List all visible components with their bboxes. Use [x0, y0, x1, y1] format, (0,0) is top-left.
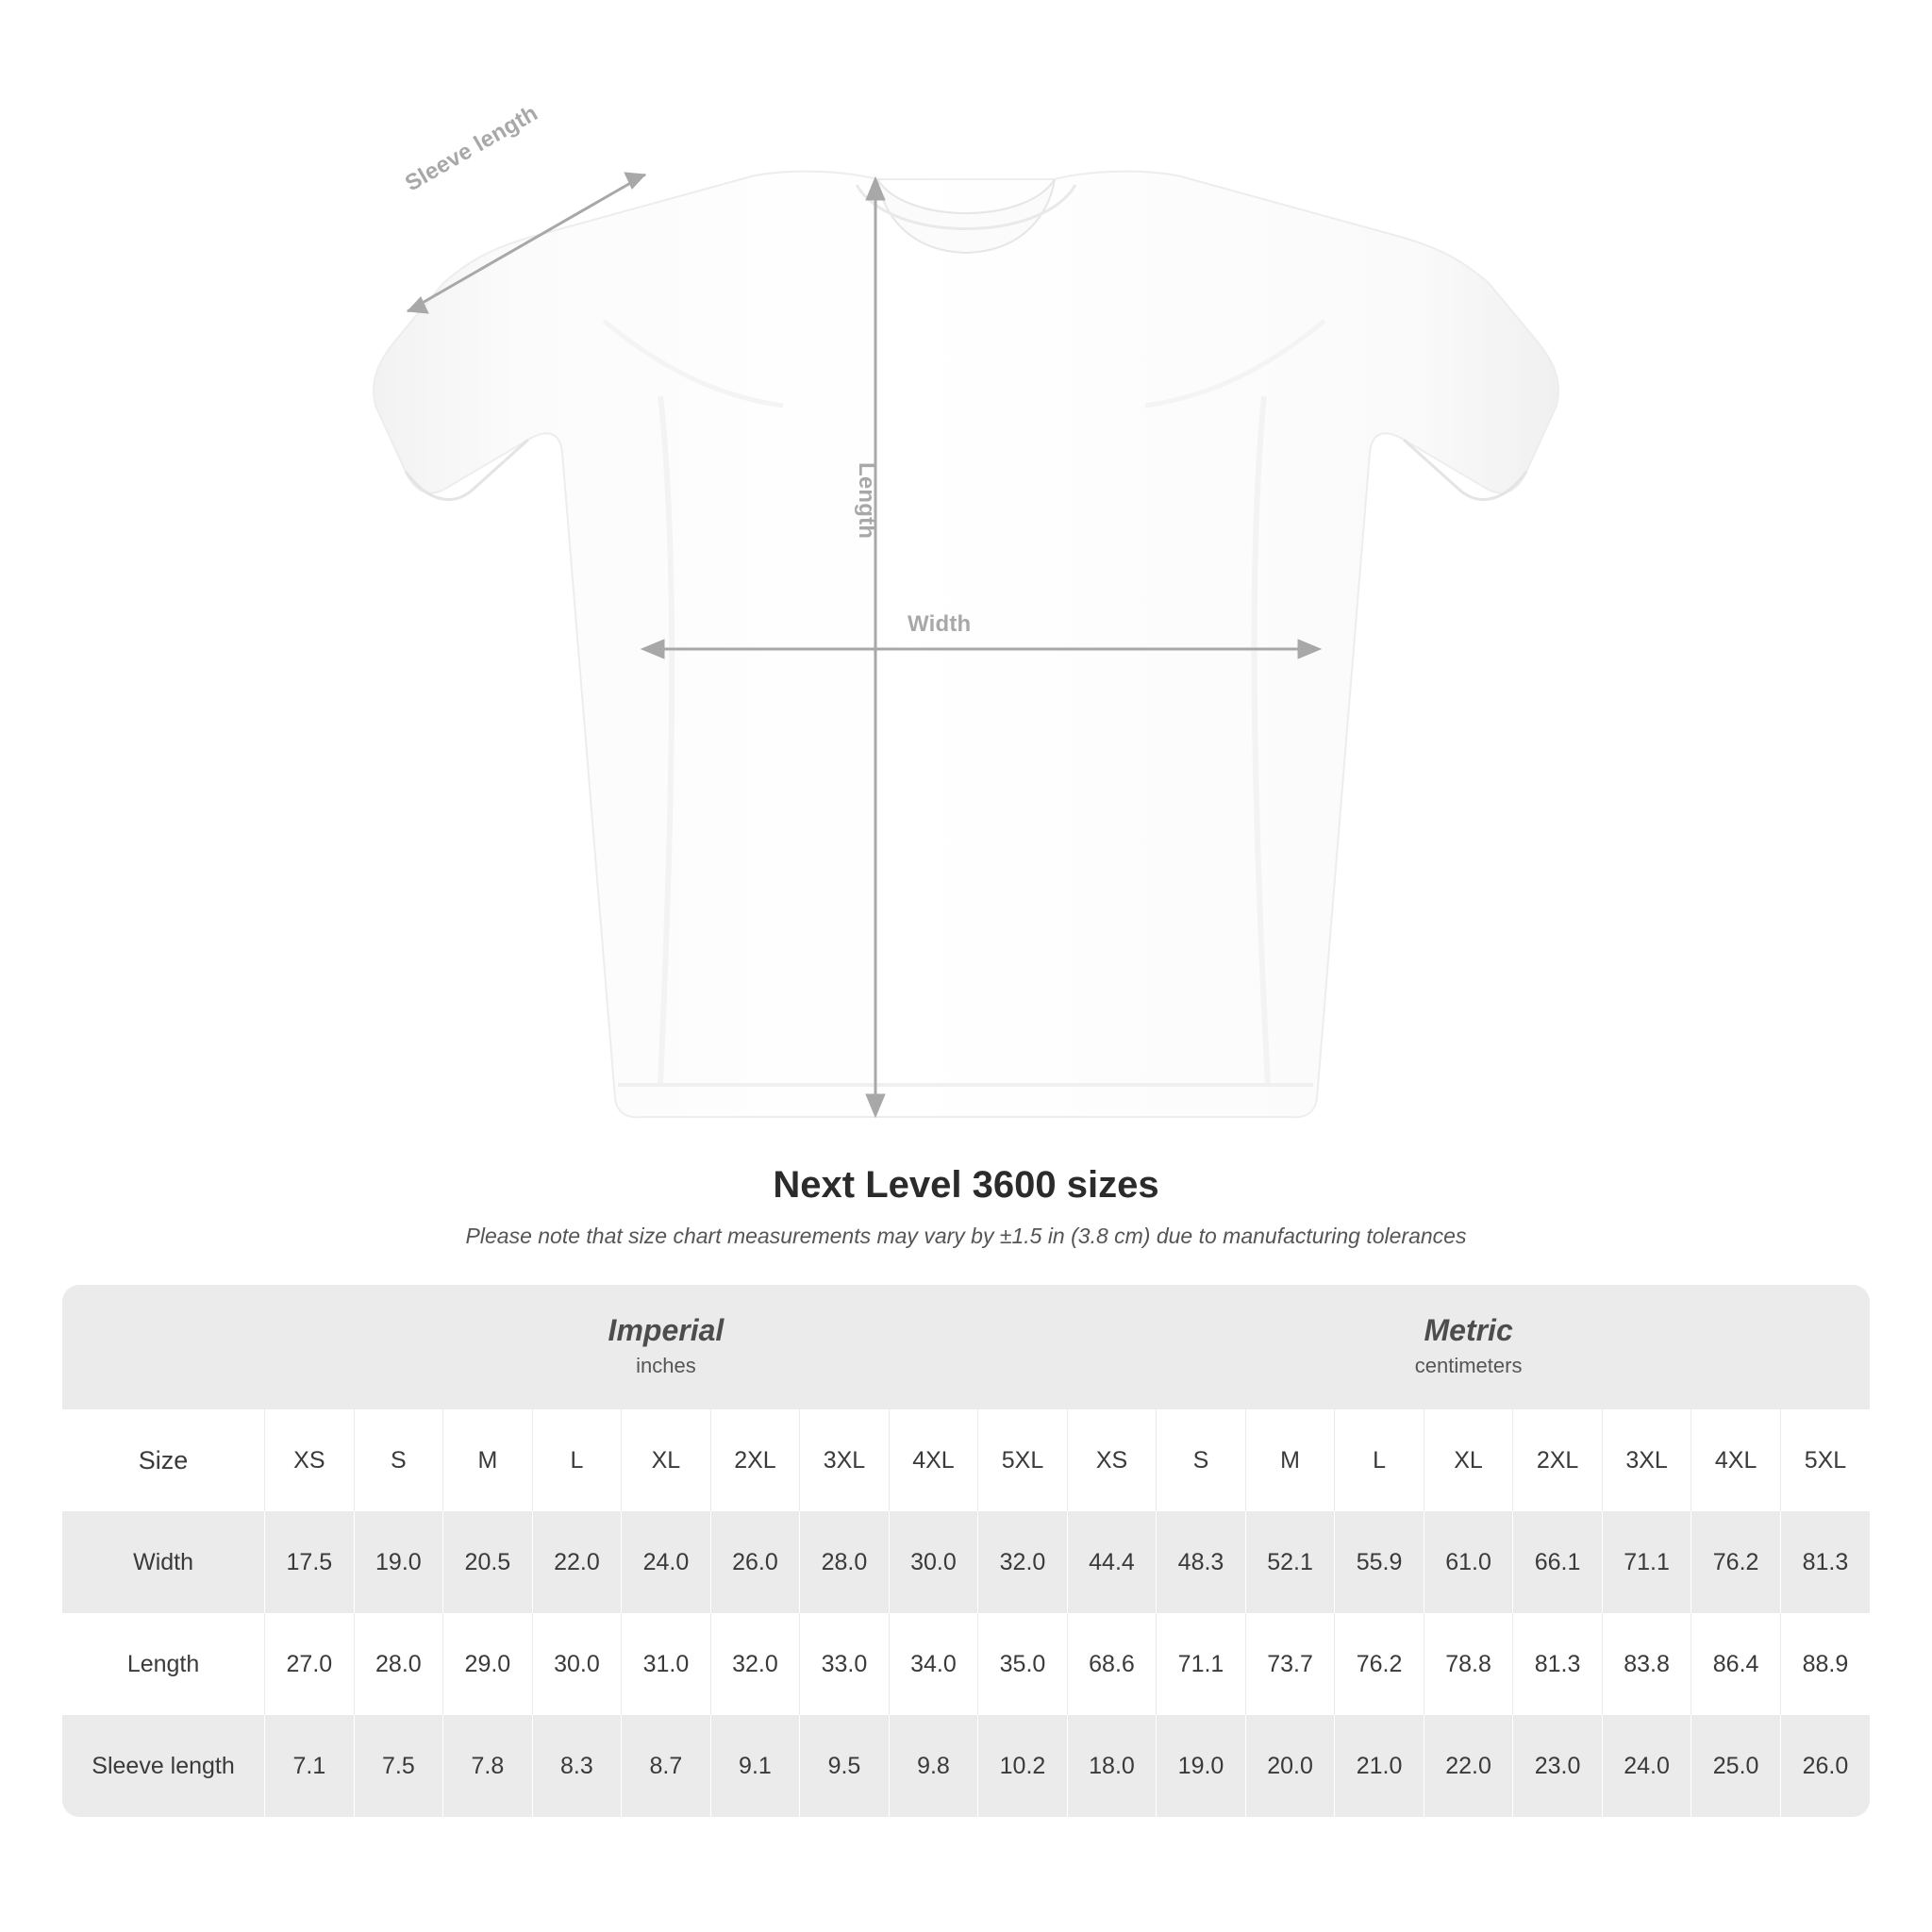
cell-width-metric-xs: 44.4 [1067, 1511, 1157, 1613]
cell-sleeve-imperial-5xl: 10.2 [978, 1715, 1068, 1817]
cell-length-metric-l: 76.2 [1335, 1613, 1424, 1715]
cell-width-imperial-xl: 24.0 [622, 1511, 711, 1613]
row-label-sleeve-length: Sleeve length [62, 1715, 265, 1817]
cell-length-imperial-3xl: 33.0 [800, 1613, 890, 1715]
title-block [0, 1164, 1932, 1249]
unit-sub-imperial: inches [636, 1353, 696, 1377]
size-header-imperial-5xl: 5XL [978, 1409, 1068, 1511]
cell-length-metric-m: 73.7 [1245, 1613, 1335, 1715]
cell-sleeve-metric-l: 21.0 [1335, 1715, 1424, 1817]
cell-width-metric-5xl: 81.3 [1780, 1511, 1870, 1613]
cell-width-imperial-l: 22.0 [532, 1511, 622, 1613]
size-header-imperial-s: S [354, 1409, 443, 1511]
cell-sleeve-metric-4xl: 25.0 [1691, 1715, 1781, 1817]
cell-width-metric-m: 52.1 [1245, 1511, 1335, 1613]
size-header-imperial-2xl: 2XL [710, 1409, 800, 1511]
cell-length-imperial-4xl: 34.0 [889, 1613, 978, 1715]
cell-sleeve-metric-m: 20.0 [1245, 1715, 1335, 1817]
unit-name-metric: Metric [1424, 1313, 1513, 1348]
size-header-imperial-m: M [443, 1409, 533, 1511]
cell-width-metric-4xl: 76.2 [1691, 1511, 1781, 1613]
cell-sleeve-imperial-s: 7.5 [354, 1715, 443, 1817]
cell-sleeve-imperial-l: 8.3 [532, 1715, 622, 1817]
width-label: Width [908, 611, 972, 637]
size-header-metric-m: M [1245, 1409, 1335, 1511]
cell-width-metric-2xl: 66.1 [1513, 1511, 1603, 1613]
page-subtitle: Please note that size chart measurements may vary by ±1.5 in (3.8 cm) due to manufacturing tolerances [465, 1224, 1467, 1248]
size-table-wrapper [62, 1285, 1870, 1817]
cell-sleeve-metric-3xl: 24.0 [1602, 1715, 1691, 1817]
unit-header-imperial [265, 1285, 1068, 1409]
cell-length-metric-4xl: 86.4 [1691, 1613, 1781, 1715]
unit-header-row [62, 1285, 1870, 1409]
cell-length-imperial-xs: 27.0 [265, 1613, 355, 1715]
size-header-metric-l: L [1335, 1409, 1424, 1511]
length-label: Length [854, 462, 879, 540]
size-header-metric-4xl: 4XL [1691, 1409, 1781, 1511]
cell-length-metric-xs: 68.6 [1067, 1613, 1157, 1715]
cell-width-imperial-4xl: 30.0 [889, 1511, 978, 1613]
size-header-imperial-xl: XL [622, 1409, 711, 1511]
cell-sleeve-metric-5xl: 26.0 [1780, 1715, 1870, 1817]
cell-length-imperial-m: 29.0 [443, 1613, 533, 1715]
table-row-sleeve-length [62, 1715, 1870, 1817]
cell-sleeve-imperial-xs: 7.1 [265, 1715, 355, 1817]
cell-length-metric-xl: 78.8 [1424, 1613, 1513, 1715]
cell-sleeve-metric-2xl: 23.0 [1513, 1715, 1603, 1817]
cell-length-metric-5xl: 88.9 [1780, 1613, 1870, 1715]
cell-width-metric-l: 55.9 [1335, 1511, 1424, 1613]
cell-length-imperial-xl: 31.0 [622, 1613, 711, 1715]
row-label-length: Length [62, 1613, 265, 1715]
size-header-label: Size [62, 1409, 265, 1511]
cell-width-imperial-5xl: 32.0 [978, 1511, 1068, 1613]
cell-width-metric-s: 48.3 [1157, 1511, 1246, 1613]
cell-length-metric-s: 71.1 [1157, 1613, 1246, 1715]
cell-sleeve-imperial-4xl: 9.8 [889, 1715, 978, 1817]
cell-length-imperial-2xl: 32.0 [710, 1613, 800, 1715]
cell-length-imperial-l: 30.0 [532, 1613, 622, 1715]
cell-sleeve-imperial-m: 7.8 [443, 1715, 533, 1817]
size-header-metric-s: S [1157, 1409, 1246, 1511]
cell-sleeve-metric-s: 19.0 [1157, 1715, 1246, 1817]
cell-sleeve-imperial-2xl: 9.1 [710, 1715, 800, 1817]
size-header-imperial-4xl: 4XL [889, 1409, 978, 1511]
unit-row-spacer [62, 1285, 265, 1409]
unit-sub-metric: centimeters [1414, 1353, 1523, 1377]
cell-width-imperial-m: 20.5 [443, 1511, 533, 1613]
size-header-metric-2xl: 2XL [1513, 1409, 1603, 1511]
cell-width-metric-3xl: 71.1 [1602, 1511, 1691, 1613]
cell-sleeve-metric-xs: 18.0 [1067, 1715, 1157, 1817]
tshirt-shape [374, 172, 1558, 1118]
table-row-width [62, 1511, 1870, 1613]
size-header-metric-5xl: 5XL [1780, 1409, 1870, 1511]
cell-width-imperial-2xl: 26.0 [710, 1511, 800, 1613]
cell-sleeve-metric-xl: 22.0 [1424, 1715, 1513, 1817]
table-row-length [62, 1613, 1870, 1715]
sleeve-length-label: Sleeve length [401, 100, 542, 197]
cell-sleeve-imperial-3xl: 9.5 [800, 1715, 890, 1817]
size-header-imperial-3xl: 3XL [800, 1409, 890, 1511]
page-title: Next Level 3600 sizes [773, 1164, 1159, 1206]
unit-name-imperial: Imperial [608, 1313, 724, 1348]
cell-width-imperial-s: 19.0 [354, 1511, 443, 1613]
cell-length-imperial-s: 28.0 [354, 1613, 443, 1715]
cell-length-imperial-5xl: 35.0 [978, 1613, 1068, 1715]
size-table [62, 1285, 1870, 1817]
cell-width-metric-xl: 61.0 [1424, 1511, 1513, 1613]
cell-width-imperial-3xl: 28.0 [800, 1511, 890, 1613]
size-header-imperial-xs: XS [265, 1409, 355, 1511]
cell-length-metric-3xl: 83.8 [1602, 1613, 1691, 1715]
size-header-row [62, 1409, 1870, 1511]
row-label-width: Width [62, 1511, 265, 1613]
size-header-metric-xs: XS [1067, 1409, 1157, 1511]
cell-width-imperial-xs: 17.5 [265, 1511, 355, 1613]
size-header-metric-3xl: 3XL [1602, 1409, 1691, 1511]
unit-header-metric [1067, 1285, 1870, 1409]
size-header-metric-xl: XL [1424, 1409, 1513, 1511]
cell-sleeve-imperial-xl: 8.7 [622, 1715, 711, 1817]
size-header-imperial-l: L [532, 1409, 622, 1511]
cell-length-metric-2xl: 81.3 [1513, 1613, 1603, 1715]
